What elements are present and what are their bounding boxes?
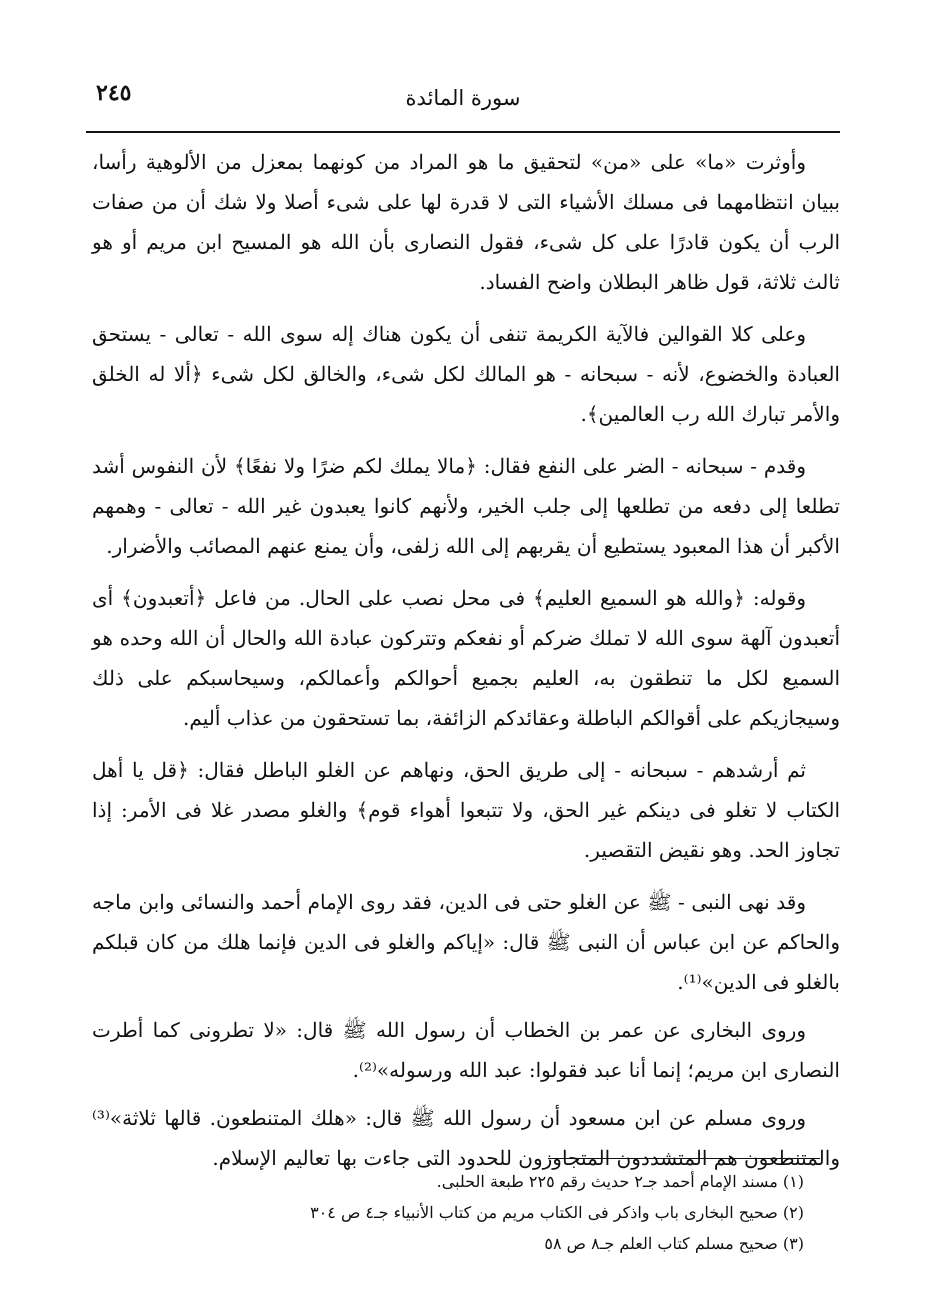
paragraph: وروى البخارى عن عمر بن الخطاب أن رسول الله ﷺ قال: «لا تطرونى كما أطرت النصارى ابن مريم؛ إنما أنا عبد فقولوا: عبد الله ورسوله»⁽²⁾. — [92, 1018, 840, 1082]
paragraph: وعلى كلا القوالين فالآية الكريمة تنفى أن يكون هناك إله سوى الله - تعالى - يستحق العبادة والخضوع، لأنه - سبحانه - هو المالك لكل شىء، والخالق لكل شىء ﴿ألا له الخلق والأمر تبارك الله رب العالمين﴾. — [92, 322, 840, 426]
paragraph: ثم أرشدهم - سبحانه - إلى طريق الحق، ونهاهم عن الغلو الباطل فقال: ﴿قل يا أهل الكتاب لا تغلو فى دينكم غير الحق، ولا تتبعوا أهواء قوم﴾ والغلو مصدر غلا فى الأمر: إذا تجاوز الحد. وهو نقيض التقصير. — [92, 758, 840, 862]
paragraph: وروى مسلم عن ابن مسعود أن رسول الله ﷺ قال: «هلك المتنطعون. قالها ثلاثة»⁽³⁾ والمتنطعون هم المتشددون المتجاوزون للحدود التى جاءت بها تعاليم الإسلام. — [92, 1106, 840, 1170]
header-divider — [86, 131, 840, 133]
paragraph: وقدم - سبحانه - الضر على النفع فقال: ﴿مالا يملك لكم ضرًا ولا نفعًا﴾ لأن النفوس أشد تطلعا إلى دفعه من تطلعها إلى جلب الخير، ولأنهم كانوا يعبدون غير الله - تعالى - وهمهم الأكبر أن هذا المعبود يستطيع أن يقربهم إلى الله زلفى، وأن يمنع عنهم المصائب والأضرار. — [92, 454, 840, 558]
footnotes — [120, 1166, 804, 1259]
chapter-title: سورة المائدة — [405, 86, 521, 110]
page-number: ٢٤٥ — [96, 80, 132, 106]
page-header — [86, 78, 840, 128]
paragraph: وأوثرت «ما» على «من» لتحقيق ما هو المراد من كونهما بمعزل من الألوهية رأسا، ببيان انتظامهما فى مسلك الأشياء التى لا قدرة لها على شىء أصلا ولا شك أن من صفات الرب أن يكون قادرًا على كل شىء، فقول النصارى بأن الله هو المسيح ابن مريم أو هو ثالث ثلاثة، قول ظاهر البطلان واضح الفساد. — [92, 150, 840, 294]
footnote-divider — [548, 1158, 820, 1159]
footnote: (٣) صحيح مسلم كتاب العلم جـ٨ ص ٥٨ — [544, 1234, 804, 1253]
main-text — [92, 142, 840, 1186]
footnote: (٢) صحيح البخارى باب واذكر فى الكتاب مريم من كتاب الأنبياء جـ٤ ص ٣٠٤ — [310, 1203, 804, 1222]
paragraph: وقد نهى النبى - ﷺ عن الغلو حتى فى الدين، فقد روى الإمام أحمد والنسائى وابن ماجه والحاكم عن ابن عباس أن النبى ﷺ قال: «إياكم والغلو فى الدين فإنما هلك من كان قبلكم بالغلو فى الدين»⁽¹⁾. — [92, 890, 840, 994]
paragraph: وقوله: ﴿والله هو السميع العليم﴾ فى محل نصب على الحال. من فاعل ﴿أتعبدون﴾ أى أتعبدون آلهة سوى الله لا تملك ضركم أو نفعكم وتتركون عبادة الله والحال أن الله وحده هو السميع لكل ما تنطقون به، العليم بجميع أحوالكم وأعمالكم، وسيحاسبكم على ذلك وسيجازيكم على أقوالكم الباطلة وعقائدكم الزائفة، بما تستحقون من عذاب أليم. — [92, 586, 840, 730]
footnote: (١) مسند الإمام أحمد جـ٢ حديث رقم ٢٢٥ طبعة الحلبى. — [436, 1172, 804, 1191]
